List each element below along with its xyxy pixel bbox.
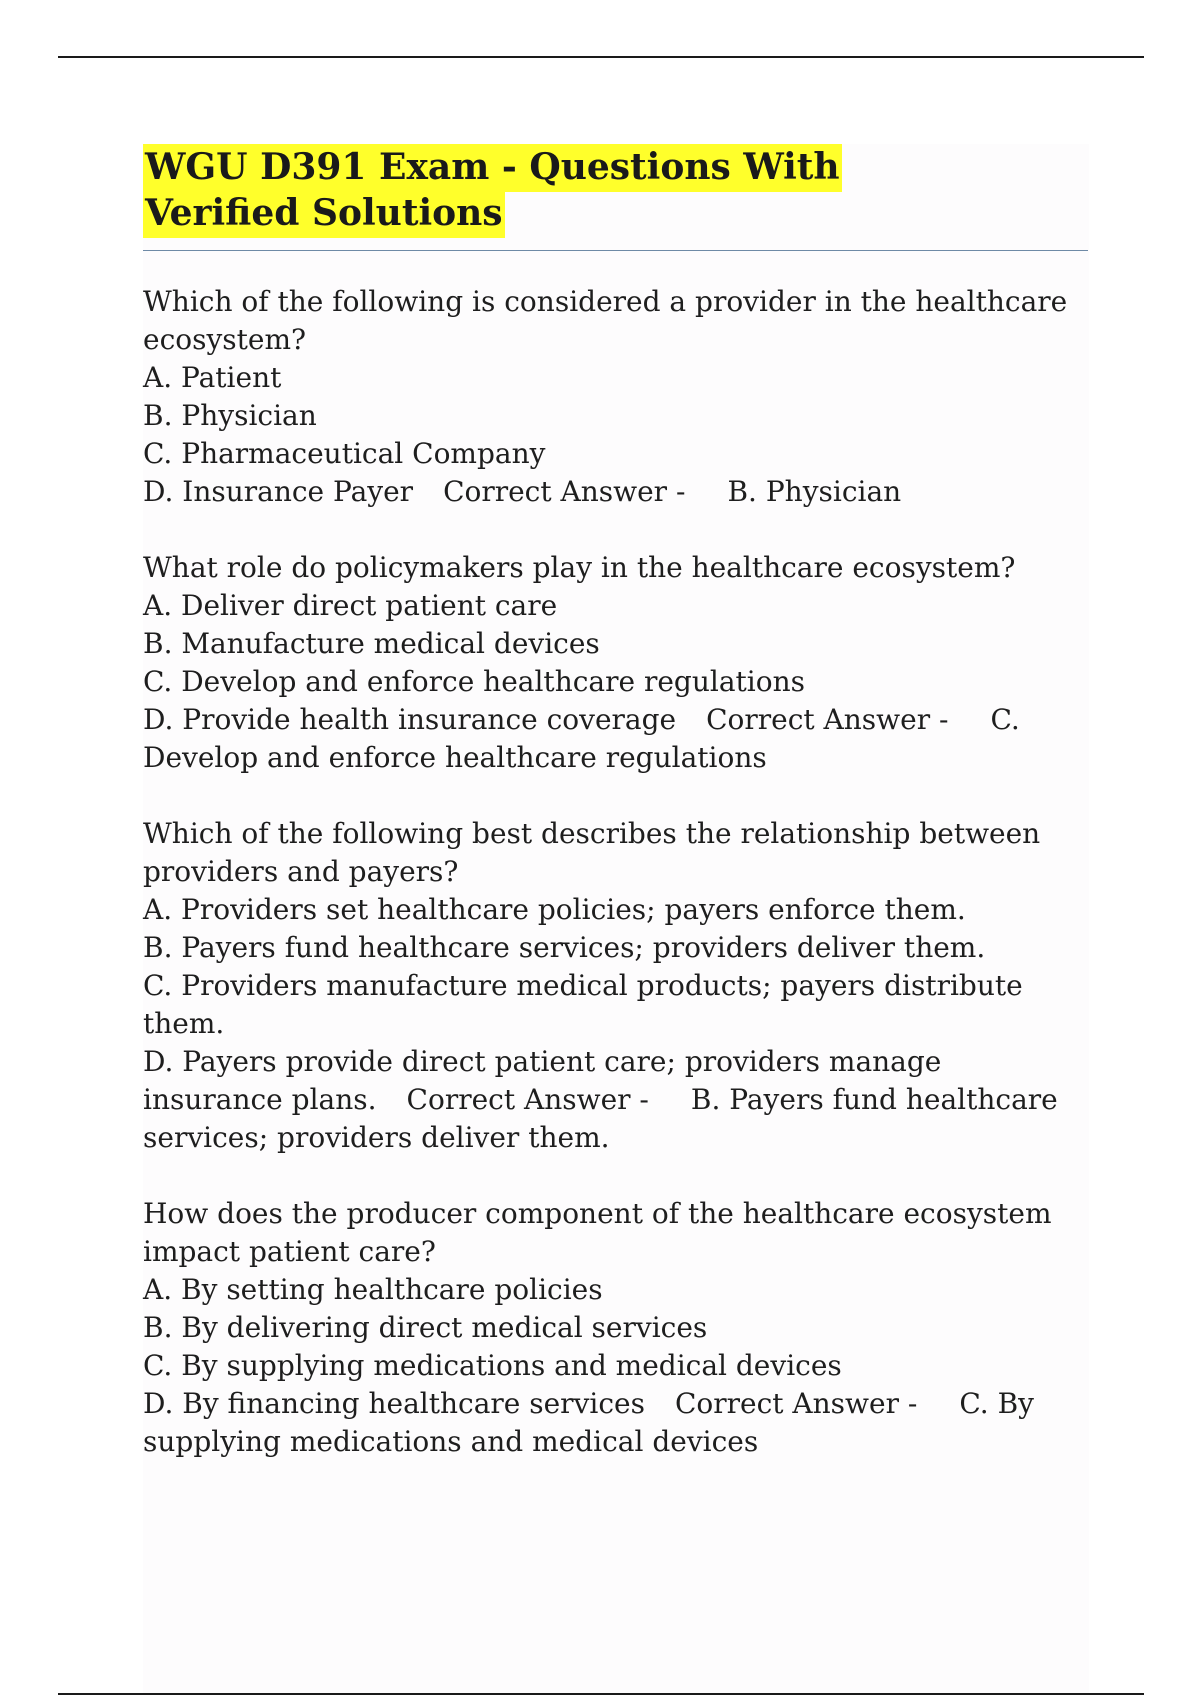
option-d: D. By financing healthcare services	[143, 1387, 645, 1420]
answer-text: B. Physician	[727, 475, 902, 508]
footer-rule	[58, 1693, 1144, 1695]
question-item	[143, 283, 1089, 511]
question-list	[143, 283, 1089, 1461]
option-b: B. Physician	[143, 399, 317, 432]
option-c: C. Pharmaceutical Company	[143, 437, 546, 470]
option-a: A. Patient	[143, 361, 282, 394]
option-a: A. Deliver direct patient care	[143, 589, 558, 622]
answer-label: Correct Answer -	[674, 1387, 918, 1420]
option-c: C. Develop and enforce healthcare regulations	[143, 665, 805, 698]
document-title	[143, 144, 963, 236]
option-a: A. By setting healthcare policies	[143, 1273, 603, 1306]
title-highlight: WGU D391 Exam - Questions With Verified Solutions	[143, 144, 842, 238]
header-rule	[58, 56, 1144, 58]
option-d: D. Provide health insurance coverage	[143, 703, 677, 736]
option-b: B. Manufacture medical devices	[143, 627, 600, 660]
option-c: C. By supplying medications and medical devices	[143, 1349, 842, 1382]
page-content	[143, 144, 1089, 1694]
option-c: C. Providers manufacture medical products; payers distribute them.	[143, 969, 1023, 1040]
answer-text: C. Develop and enforce healthcare regulations	[143, 703, 1020, 774]
title-divider	[143, 250, 1088, 251]
option-d-with-answer	[143, 1385, 1089, 1461]
question-item	[143, 1195, 1089, 1461]
option-d-with-answer	[143, 473, 1089, 511]
option-d-with-answer	[143, 701, 1089, 777]
option-d: D. Insurance Payer	[143, 475, 414, 508]
answer-text: B. Payers fund healthcare services; providers deliver them.	[143, 1083, 1058, 1154]
question-text: Which of the following is considered a provider in the healthcare ecosystem?	[143, 285, 1068, 356]
answer-label: Correct Answer -	[443, 475, 686, 508]
option-a: A. Providers set healthcare policies; payers enforce them.	[143, 893, 966, 926]
option-d-with-answer	[143, 1043, 1089, 1157]
question-item	[143, 815, 1089, 1157]
question-text: How does the producer component of the healthcare ecosystem impact patient care?	[143, 1197, 1052, 1268]
question-text: What role do policymakers play in the healthcare ecosystem?	[143, 551, 1016, 584]
answer-label: Correct Answer -	[406, 1083, 649, 1116]
answer-text: C. By supplying medications and medical devices	[143, 1387, 1034, 1458]
option-d: D. Payers provide direct patient care; providers manage insurance plans.	[143, 1045, 942, 1116]
option-b: B. Payers fund healthcare services; providers deliver them.	[143, 931, 986, 964]
question-text: Which of the following best describes the relationship between providers and payers?	[143, 817, 1041, 888]
option-b: B. By delivering direct medical services	[143, 1311, 708, 1344]
answer-label: Correct Answer -	[706, 703, 949, 736]
question-item	[143, 549, 1089, 777]
